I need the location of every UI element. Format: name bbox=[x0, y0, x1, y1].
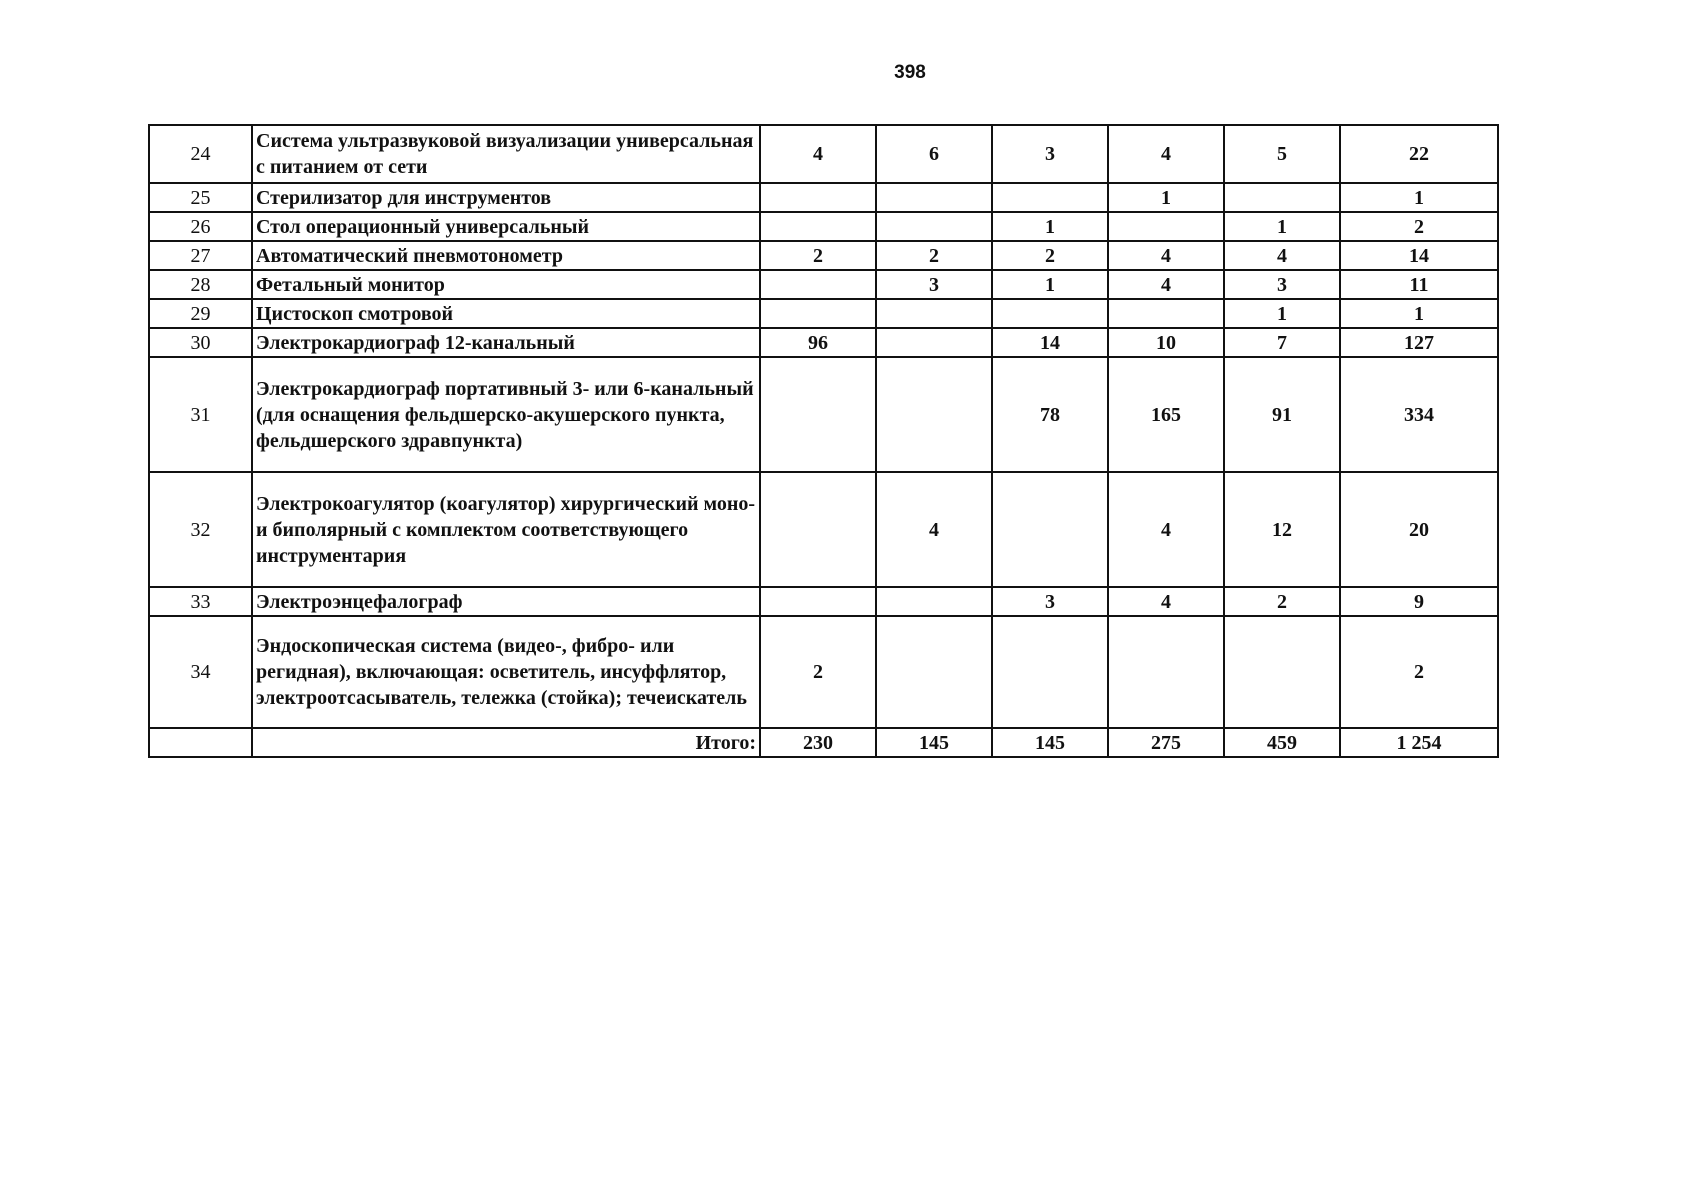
value-cell-4 bbox=[1108, 212, 1224, 241]
value-cell-2: 6 bbox=[876, 125, 992, 183]
row-total: 2 bbox=[1340, 212, 1498, 241]
value-cell-1 bbox=[760, 270, 876, 299]
row-total: 334 bbox=[1340, 357, 1498, 472]
value-cell-3: 14 bbox=[992, 328, 1108, 357]
row-number: 33 bbox=[149, 587, 252, 616]
value-cell-3: 2 bbox=[992, 241, 1108, 270]
row-number: 30 bbox=[149, 328, 252, 357]
value-cell-1: 4 bbox=[760, 125, 876, 183]
row-total: 20 bbox=[1340, 472, 1498, 587]
row-total: 22 bbox=[1340, 125, 1498, 183]
row-number: 32 bbox=[149, 472, 252, 587]
row-number: 26 bbox=[149, 212, 252, 241]
row-number: 31 bbox=[149, 357, 252, 472]
value-cell-2 bbox=[876, 212, 992, 241]
table-row bbox=[149, 125, 1498, 183]
value-cell-5: 3 bbox=[1224, 270, 1340, 299]
table-row bbox=[149, 299, 1498, 328]
value-cell-1: 2 bbox=[760, 241, 876, 270]
total-cell-4: 275 bbox=[1108, 728, 1224, 757]
row-name: Стол операционный универсальный bbox=[252, 212, 760, 241]
row-total: 1 bbox=[1340, 299, 1498, 328]
total-cell-2: 145 bbox=[876, 728, 992, 757]
total-row-number bbox=[149, 728, 252, 757]
total-cell-5: 459 bbox=[1224, 728, 1340, 757]
value-cell-4: 10 bbox=[1108, 328, 1224, 357]
row-name: Электроэнцефалограф bbox=[252, 587, 760, 616]
row-name: Фетальный монитор bbox=[252, 270, 760, 299]
value-cell-5: 1 bbox=[1224, 212, 1340, 241]
row-number: 27 bbox=[149, 241, 252, 270]
value-cell-2: 4 bbox=[876, 472, 992, 587]
value-cell-1 bbox=[760, 299, 876, 328]
value-cell-2: 3 bbox=[876, 270, 992, 299]
value-cell-1 bbox=[760, 472, 876, 587]
value-cell-4: 4 bbox=[1108, 125, 1224, 183]
row-name: Электрокардиограф портативный 3- или 6-канальный (для оснащения фельдшерско-акушерского пункта, фельдшерского здравпункта) bbox=[252, 357, 760, 472]
value-cell-3: 1 bbox=[992, 212, 1108, 241]
total-row bbox=[149, 728, 1498, 757]
value-cell-4: 4 bbox=[1108, 270, 1224, 299]
value-cell-2 bbox=[876, 183, 992, 212]
value-cell-5: 1 bbox=[1224, 299, 1340, 328]
value-cell-2 bbox=[876, 299, 992, 328]
row-name: Автоматический пневмотонометр bbox=[252, 241, 760, 270]
value-cell-5: 7 bbox=[1224, 328, 1340, 357]
value-cell-3 bbox=[992, 472, 1108, 587]
value-cell-2 bbox=[876, 616, 992, 728]
value-cell-5: 2 bbox=[1224, 587, 1340, 616]
value-cell-4 bbox=[1108, 299, 1224, 328]
table-row bbox=[149, 587, 1498, 616]
row-name: Электрокоагулятор (коагулятор) хирургический моно- и биполярный с комплектом соответствующего инструментария bbox=[252, 472, 760, 587]
row-total: 127 bbox=[1340, 328, 1498, 357]
table-row bbox=[149, 183, 1498, 212]
value-cell-2 bbox=[876, 328, 992, 357]
value-cell-5 bbox=[1224, 183, 1340, 212]
row-name: Эндоскопическая система (видео-, фибро- или регидная), включающая: осветитель, инсуффлятор, электроотсасыватель, тележка (стойка); течеискатель bbox=[252, 616, 760, 728]
row-number: 29 bbox=[149, 299, 252, 328]
value-cell-3: 3 bbox=[992, 587, 1108, 616]
page-number: 398 bbox=[894, 62, 926, 83]
value-cell-5: 12 bbox=[1224, 472, 1340, 587]
value-cell-5: 4 bbox=[1224, 241, 1340, 270]
value-cell-4: 1 bbox=[1108, 183, 1224, 212]
row-number: 25 bbox=[149, 183, 252, 212]
value-cell-3: 78 bbox=[992, 357, 1108, 472]
row-name: Система ультразвуковой визуализации универсальная с питанием от сети bbox=[252, 125, 760, 183]
grand-total: 1 254 bbox=[1340, 728, 1498, 757]
total-label: Итого: bbox=[252, 728, 760, 757]
value-cell-4: 4 bbox=[1108, 587, 1224, 616]
value-cell-2 bbox=[876, 587, 992, 616]
row-number: 34 bbox=[149, 616, 252, 728]
value-cell-3: 1 bbox=[992, 270, 1108, 299]
value-cell-5: 91 bbox=[1224, 357, 1340, 472]
value-cell-2 bbox=[876, 357, 992, 472]
value-cell-4: 4 bbox=[1108, 241, 1224, 270]
table-row bbox=[149, 212, 1498, 241]
row-name: Цистоскоп смотровой bbox=[252, 299, 760, 328]
value-cell-1 bbox=[760, 212, 876, 241]
row-total: 1 bbox=[1340, 183, 1498, 212]
table-row bbox=[149, 616, 1498, 728]
total-cell-1: 230 bbox=[760, 728, 876, 757]
row-total: 14 bbox=[1340, 241, 1498, 270]
value-cell-3: 3 bbox=[992, 125, 1108, 183]
value-cell-1 bbox=[760, 357, 876, 472]
value-cell-1 bbox=[760, 587, 876, 616]
table-row bbox=[149, 241, 1498, 270]
value-cell-3 bbox=[992, 299, 1108, 328]
value-cell-5: 5 bbox=[1224, 125, 1340, 183]
table-row bbox=[149, 357, 1498, 472]
row-name: Стерилизатор для инструментов bbox=[252, 183, 760, 212]
row-name: Электрокардиограф 12-канальный bbox=[252, 328, 760, 357]
row-total: 11 bbox=[1340, 270, 1498, 299]
value-cell-4: 4 bbox=[1108, 472, 1224, 587]
row-total: 9 bbox=[1340, 587, 1498, 616]
table-row bbox=[149, 270, 1498, 299]
value-cell-2: 2 bbox=[876, 241, 992, 270]
equipment-table bbox=[148, 124, 1499, 758]
table-row bbox=[149, 328, 1498, 357]
row-number: 24 bbox=[149, 125, 252, 183]
value-cell-5 bbox=[1224, 616, 1340, 728]
value-cell-1: 96 bbox=[760, 328, 876, 357]
total-cell-3: 145 bbox=[992, 728, 1108, 757]
table-row bbox=[149, 472, 1498, 587]
value-cell-4: 165 bbox=[1108, 357, 1224, 472]
value-cell-4 bbox=[1108, 616, 1224, 728]
value-cell-1 bbox=[760, 183, 876, 212]
value-cell-1: 2 bbox=[760, 616, 876, 728]
value-cell-3 bbox=[992, 616, 1108, 728]
row-total: 2 bbox=[1340, 616, 1498, 728]
row-number: 28 bbox=[149, 270, 252, 299]
value-cell-3 bbox=[992, 183, 1108, 212]
